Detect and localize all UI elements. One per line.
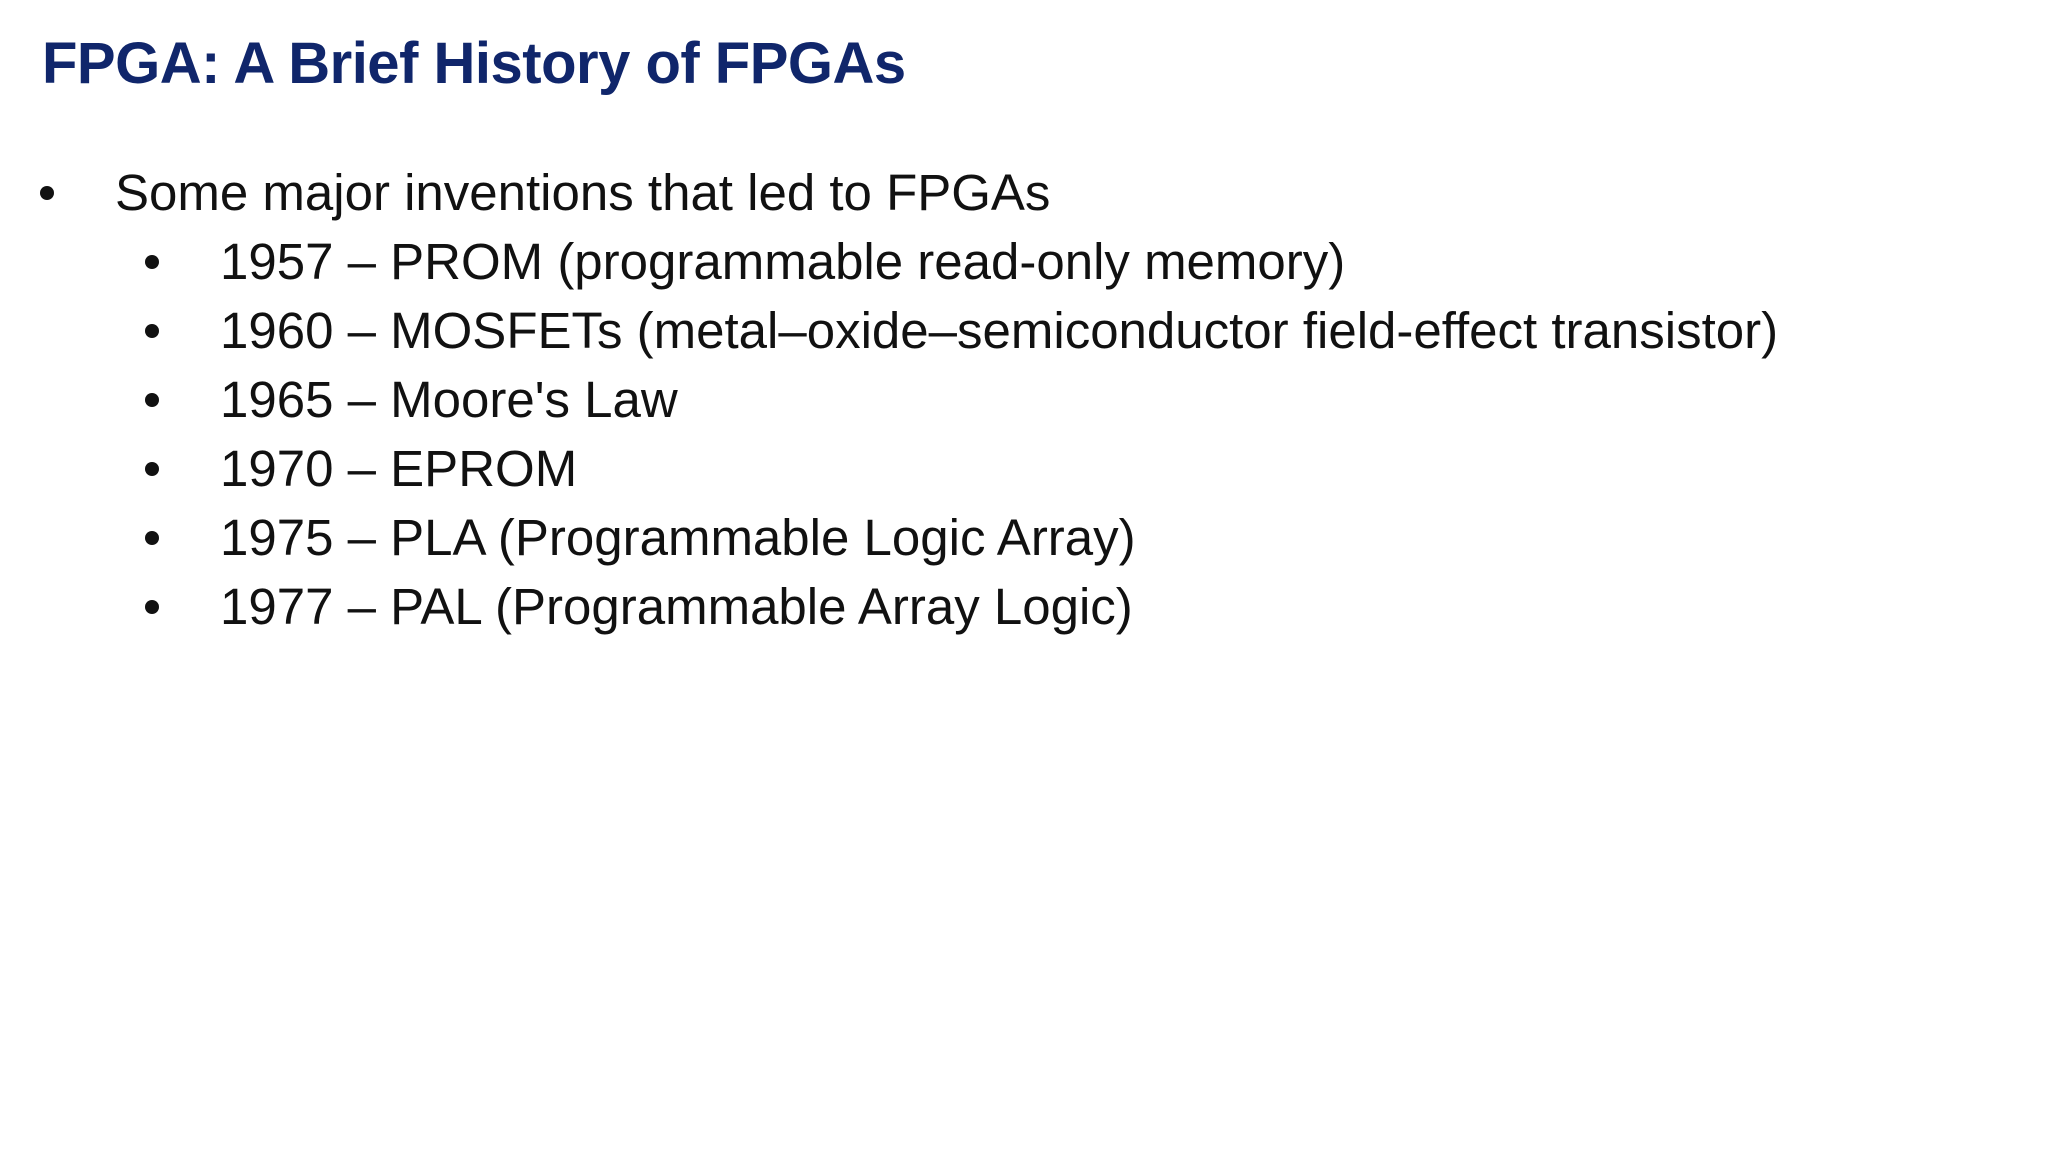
- sub-bullet-item: [0, 227, 2048, 297]
- sub-bullet-text: 1957 – PROM (programmable read-only memory): [220, 233, 1346, 290]
- bullet-dot-icon: [145, 462, 159, 476]
- bullet-dot-icon: [145, 393, 159, 407]
- bullet-dot-icon: [145, 255, 159, 269]
- bullet-item: [0, 158, 2048, 228]
- bullet-dot-icon: [145, 531, 159, 545]
- bullet-dot-icon: [145, 324, 159, 338]
- sub-bullet-text: 1960 – MOSFETs (metal–oxide–semiconductor field-effect transistor): [220, 302, 1779, 359]
- sub-bullet-item: [0, 434, 2048, 504]
- sub-bullet-text: 1975 – PLA (Programmable Logic Array): [220, 509, 1136, 566]
- bullet-dot-icon: [145, 600, 159, 614]
- sub-bullet-text: 1977 – PAL (Programmable Array Logic): [220, 578, 1133, 635]
- sub-bullet-item: [0, 365, 2048, 435]
- sub-bullet-item: [0, 503, 2048, 573]
- sub-bullet-item: [0, 572, 2048, 642]
- sub-bullet-text: 1965 – Moore's Law: [220, 371, 678, 428]
- bullet-text: Some major inventions that led to FPGAs: [115, 164, 1051, 221]
- sub-bullet-item: [0, 296, 2048, 366]
- bullet-dot-icon: [40, 186, 54, 200]
- sub-bullet-text: 1970 – EPROM: [220, 440, 578, 497]
- slide-title: FPGA: A Brief History of FPGAs: [42, 31, 906, 96]
